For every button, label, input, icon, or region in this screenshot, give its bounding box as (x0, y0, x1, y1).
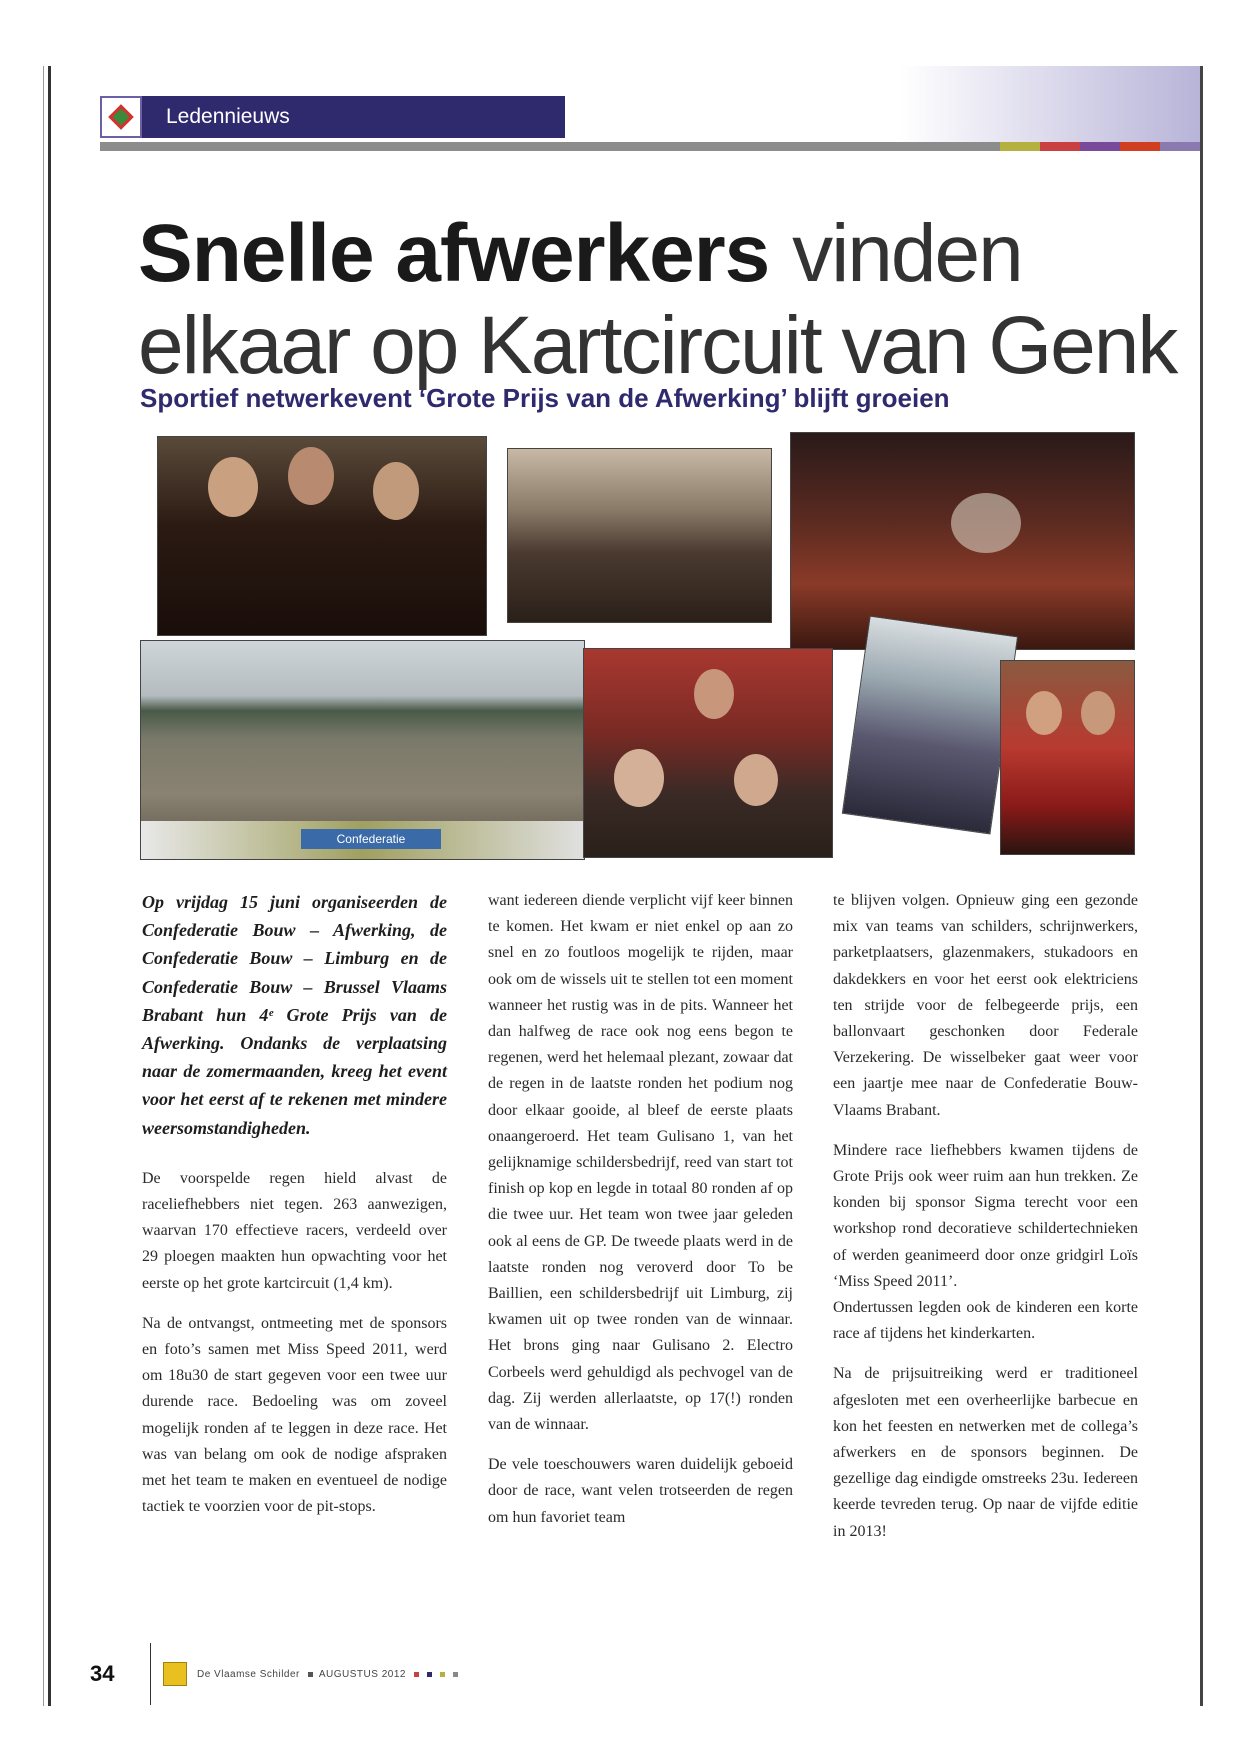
headline-bold: Snelle afwerkers (138, 208, 770, 299)
article-intro: Op vrijdag 15 juni organiseerden de Confederatie Bouw – Afwerking, de Confederatie Bouw – Limburg en de Confederatie Bouw – Brussel Vlaams Brabant hun 4ᵉ Grote Prijs van de Afwerking. Ondanks de verplaatsing naar de zomermaanden, kreeg het event voor het eerst af te rekenen met mindere weersomstandigheden. (142, 892, 447, 1138)
footer-publication: De Vlaamse Schilder (197, 1668, 300, 1680)
paragraph: Na de prijsuitreiking werd er traditioneel afgesloten met een overheerlijke barbecue en kon het feesten en netwerken met de collega’s afwerkers en de sponsors beginnen. De gezellige dag eindigde omstreeks 23u. Iedereen keerde tevreden terug. Op naar de vijfde editie in 2013! (833, 1365, 1138, 1540)
page-edge-line (43, 66, 44, 1706)
footer-separator-dot (308, 1672, 313, 1677)
photo-guests-with-gridgirl (583, 648, 833, 858)
page-right-edge (1200, 66, 1203, 1706)
paragraph: want iedereen diende verplicht vijf keer binnen te komen. Het kwam er niet enkel op aan zo snel en zo foutloos mogelijk te rijden, maar ook om de wissels uit te stellen tot een moment wanneer het rustig was in de pits. Wanneer het dan halfweg de race ook nog eens begon te regenen, werd het helemaal plezant, zowaar dat de regen in de laatste ronden het podium nog door elkaar gooide, al bleef de eerste plaats onaangeroerd. Het team Gulisano 1, van het gelijknamige schildersbedrijf, reed van start tot finish op kop en legde in totaal 80 ronden af op die twee uur. Het team won twee jaar geleden ook al eens de GP. De tweede plaats werd in de laatste ronden nog veroverd door To be Baillien, een schildersbedrijf uit Limburg, zij kwamen uit op twee ronden van de winnaar. Het brons ging naar Gulisano 2. Electro Corbeels werd gehuldigd als pechvogel van de dag. Zij werden allerlaatste, op 17(!) ronden van de winnaar. (488, 892, 793, 1434)
footer-color-dots (414, 1672, 458, 1677)
paragraph: te blijven volgen. Opnieuw ging een gezonde mix van teams van schilders, schrijnwerkers, parketplaatsers, glazenmakers, stukadoors en dakdekkers en voor het eerst ook elektriciens ten strijde voor de felbegeerde prijs, een ballonvaart geschonken door Federale Verzekering. De wisselbeker gaat weer voor een jaartje mee naar de Confederatie Bouw-Vlaams Brabant. (833, 892, 1138, 1119)
paragraph: Na de ontvangst, ontmeeting met de sponsors en foto’s samen met Miss Speed 2011, werd om 18u30 de start gegeven voor een twee uur durende race. Bedoeling was om zoveel mogelijk ronden af te leggen in deze race. Het was van belang om ook de nodige afspraken met het team te maken en eventueel de nodige tactiek te voorzien voor de pit-stops. (142, 1314, 447, 1516)
photo-spectators-stand (507, 448, 772, 623)
article-column-3 (833, 888, 1138, 1559)
page-footer (90, 1652, 1200, 1696)
paragraph: Mindere race liefhebbers kwamen tijdens de Grote Prijs ook weer ruim aan hun trekken. Ze konden bij sponsor Sigma terecht voor een workshop rond decoratieve schildertechnieken of werden geanimeerd door onze gridgirl Loïs ‘Miss Speed 2011’. (833, 1141, 1138, 1290)
photo-winner-couple (1000, 660, 1135, 855)
magazine-logo-icon (163, 1662, 187, 1686)
circuit-sponsor-banner: Confederatie (301, 829, 441, 849)
photo-team-with-gridgirl (157, 436, 487, 636)
article-column-2 (488, 888, 793, 1545)
photo-kart-circuit (140, 640, 585, 860)
header-color-rule (100, 142, 1200, 151)
confederatie-diamond-icon (100, 96, 142, 138)
article-headline (138, 208, 1177, 392)
section-label: Ledennieuws (142, 96, 565, 138)
photo-dinner-table (790, 432, 1135, 650)
page-binding-rule (48, 66, 51, 1706)
section-header (100, 96, 565, 138)
paragraph: Ondertussen legden ook de kinderen een korte race af tijdens het kinderkarten. (833, 1299, 1138, 1343)
header-gradient-tint (900, 66, 1200, 142)
footer-divider (150, 1643, 151, 1705)
page-number: 34 (90, 1661, 115, 1686)
article-subhead: Sportief netwerkevent ‘Grote Prijs van de Afwerking’ blijft groeien (140, 383, 950, 413)
paragraph: De voorspelde regen hield alvast de raceliefhebbers niet tegen. 263 aanwezigen, waarvan 170 effectieve racers, verdeeld over 29 ploegen maakten hun opwachting voor het eerste op het grote kartcircuit (1,4 km). (142, 1169, 447, 1292)
paragraph: De vele toeschouwers waren duidelijk geboeid door de race, want velen trotseerden de regen om hun favoriet team (488, 1456, 793, 1526)
footer-issue: AUGUSTUS 2012 (318, 1668, 406, 1680)
photo-miss-speed-couple (842, 616, 1018, 835)
headline-light-2: elkaar op Kartcircuit van Genk (138, 300, 1177, 391)
headline-light-1: vinden (792, 208, 1022, 299)
article-column-1 (142, 888, 447, 1534)
